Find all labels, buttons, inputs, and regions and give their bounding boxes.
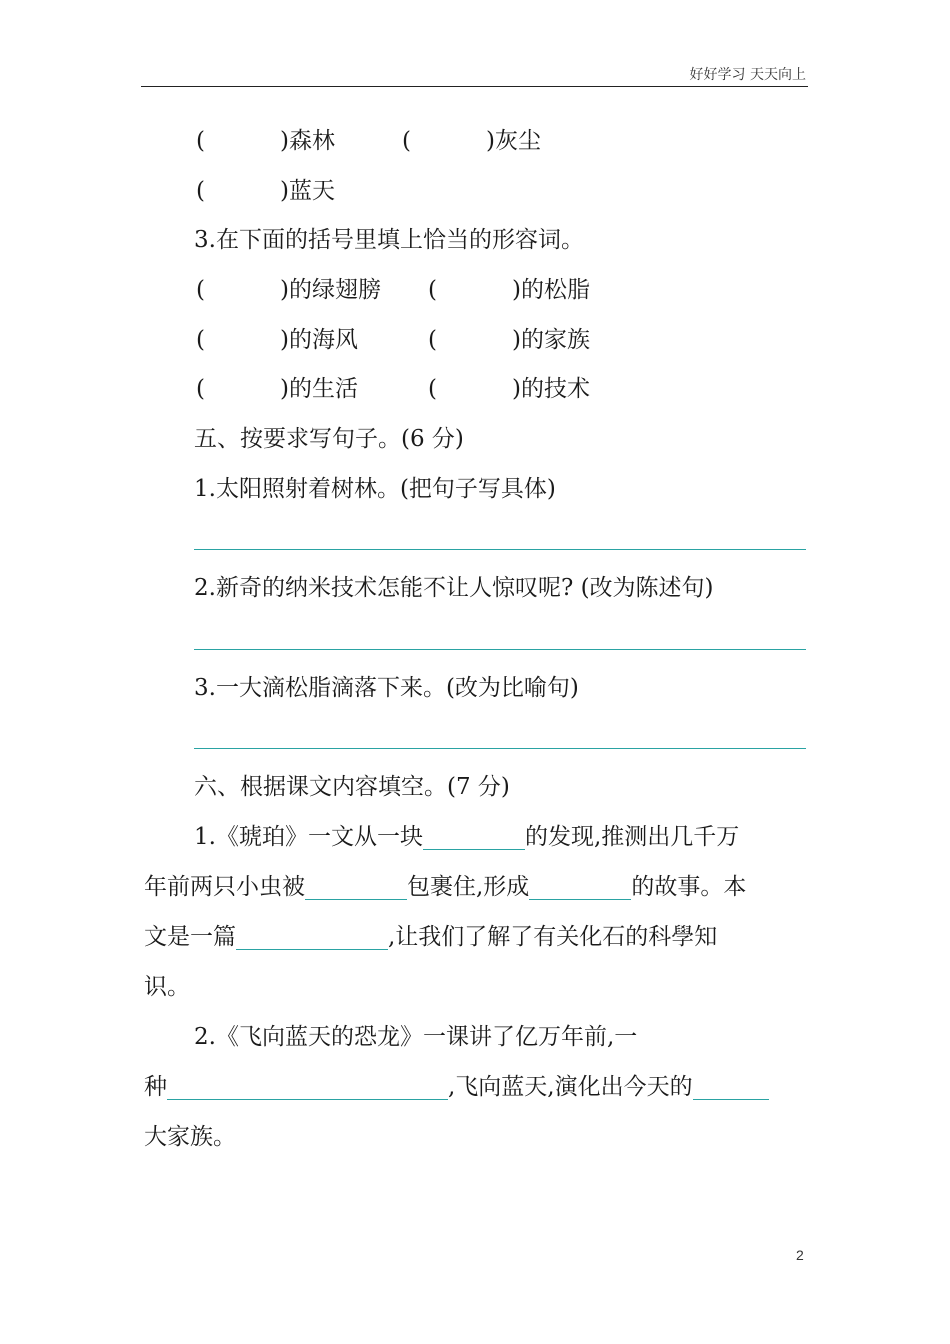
close-paren: ) <box>512 277 521 303</box>
section-6-q1-line2 <box>144 872 746 902</box>
section-6-q2-line3: 大家族。 <box>144 1124 236 1150</box>
word-label: 的技术 <box>520 376 590 402</box>
section-5-title: 五、按要求写句子。(6 分) <box>194 426 464 452</box>
section-5-question-3: 3.一大滴松脂滴落下来。(改为比喻句) <box>194 675 579 701</box>
fill-blank[interactable] <box>167 1073 448 1100</box>
close-paren: ) <box>486 128 495 154</box>
section-5-question-2: 2.新奇的纳米技术怎能不让人惊叹呢? (改为陈述句) <box>194 575 714 601</box>
word-label: 的生活 <box>288 376 358 402</box>
section-6-q1-line4: 识。 <box>144 974 190 1000</box>
word-label: 的松脂 <box>520 277 590 303</box>
section-6-q2-line2 <box>144 1072 769 1102</box>
open-paren: ( <box>196 277 205 303</box>
answer-line-3[interactable] <box>194 748 806 749</box>
answer-line-1[interactable] <box>194 549 806 550</box>
word-label: 蓝天 <box>288 178 335 204</box>
text-segment: 包裹住,形成 <box>407 874 530 900</box>
fill-blank[interactable] <box>693 1073 769 1100</box>
adj-row-2b <box>428 325 590 355</box>
close-paren: ) <box>280 178 289 204</box>
open-paren: ( <box>428 277 437 303</box>
adj-row-3a <box>196 374 358 404</box>
close-paren: ) <box>280 128 289 154</box>
text-segment: 1.《琥珀》一文从一块 <box>194 824 423 850</box>
section-6-q2-line1: 2.《飞向蓝天的恐龙》一课讲了亿万年前,一 <box>194 1024 638 1050</box>
open-paren: ( <box>196 327 205 353</box>
adj-row-3b <box>428 374 590 404</box>
section-5-question-1: 1.太阳照射着树林。(把句子写具体) <box>194 476 556 502</box>
open-paren: ( <box>428 327 437 353</box>
text-segment: 种 <box>144 1074 167 1100</box>
word-label: 的家族 <box>520 327 590 353</box>
text-segment: ,让我们了解了有关化石的科學知 <box>388 924 718 950</box>
fill-row-1b <box>402 126 541 156</box>
text-segment: 文是一篇 <box>144 924 236 950</box>
page-number: 2 <box>796 1247 804 1263</box>
fill-blank[interactable] <box>529 873 631 900</box>
close-paren: ) <box>280 376 289 402</box>
section-6-q1-line1 <box>194 822 739 852</box>
section-6-title: 六、根据课文内容填空。(7 分) <box>194 774 510 800</box>
word-label: 森林 <box>288 128 335 154</box>
header-rule <box>141 86 808 87</box>
question-3-title: 3.在下面的括号里填上恰当的形容词。 <box>194 227 584 253</box>
close-paren: ) <box>280 277 289 303</box>
close-paren: ) <box>512 327 521 353</box>
text-segment: 年前两只小虫被 <box>144 874 305 900</box>
open-paren: ( <box>196 128 205 154</box>
section-6-q1-line3 <box>144 922 717 952</box>
answer-line-2[interactable] <box>194 649 806 650</box>
text-segment: 的故事。本 <box>631 874 747 900</box>
adj-row-1b <box>428 275 590 305</box>
text-segment: 的发现,推测出几千万 <box>524 824 740 850</box>
header-motto: 好好学习 天天向上 <box>689 67 806 83</box>
adj-row-2a <box>196 325 358 355</box>
fill-row-2 <box>196 176 335 206</box>
word-label: 灰尘 <box>494 128 541 154</box>
fill-blank[interactable] <box>236 923 388 950</box>
word-label: 的绿翅膀 <box>288 277 381 303</box>
close-paren: ) <box>512 376 521 402</box>
fill-row-1 <box>196 126 335 156</box>
word-label: 的海风 <box>288 327 358 353</box>
fill-blank[interactable] <box>305 873 407 900</box>
text-segment: ,飞向蓝天,演化出今天的 <box>448 1074 693 1100</box>
open-paren: ( <box>402 128 411 154</box>
open-paren: ( <box>196 376 205 402</box>
close-paren: ) <box>280 327 289 353</box>
open-paren: ( <box>196 178 205 204</box>
open-paren: ( <box>428 376 437 402</box>
adj-row-1a <box>196 275 381 305</box>
fill-blank[interactable] <box>423 823 525 850</box>
